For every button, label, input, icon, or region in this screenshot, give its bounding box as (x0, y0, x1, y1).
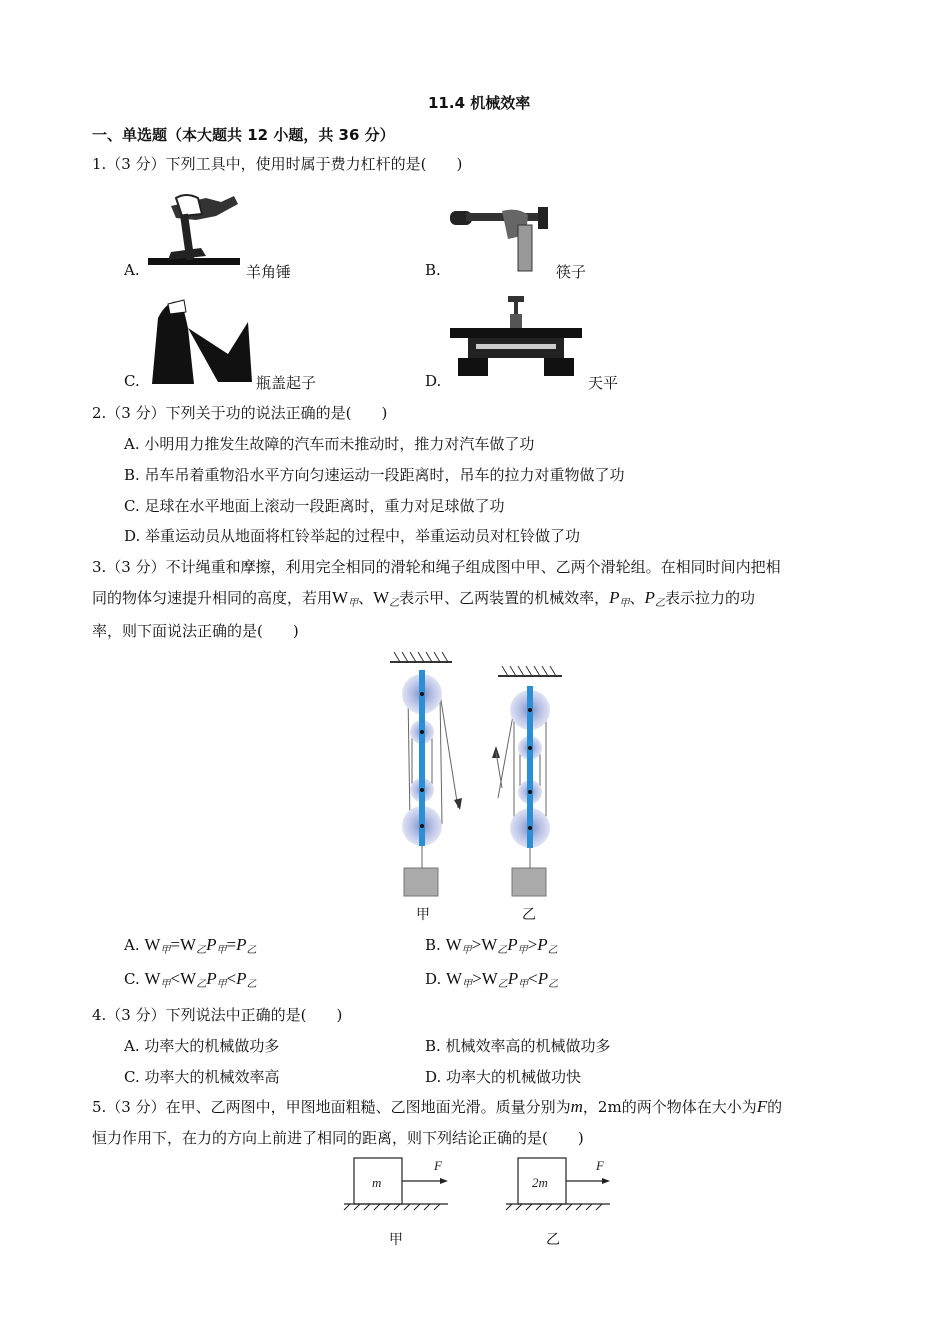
q5-figure-label-yi: 乙 (546, 1232, 560, 1248)
force-label-yi: F (596, 1158, 604, 1173)
block-figure-yi (502, 1152, 614, 1212)
q1-option-a-text: 羊角锤 (246, 263, 292, 281)
q5-stem-line2: 恒力作用下，在力的方向上前进了相同的距离，则下列结论正确的是( ) (92, 1129, 584, 1147)
q1-option-d-letter[interactable]: D. (425, 372, 442, 390)
q5-figure-label-jia: 甲 (389, 1232, 403, 1248)
q3-option-d[interactable]: D. $W_甲>W_乙P_甲<P_乙$ (425, 969, 559, 990)
q4-option-a[interactable]: A. 功率大的机械做功多 (124, 1037, 280, 1055)
q1-option-c-text: 瓶盖起子 (256, 374, 317, 392)
force-label-jia: F (434, 1158, 442, 1173)
q3-option-b[interactable]: B. $W_甲>W_乙P_甲>P_乙$ (425, 935, 558, 956)
q5-stem-line1: 5.（3 分）在甲、乙两图中，甲图地面粗糙、乙图地面光滑。质量分别为m，2m的两个物体在大小为F的 (92, 1097, 783, 1116)
q3-stem-line3: 率，则下面说法正确的是( ) (92, 622, 299, 640)
q3-figure-label-yi: 乙 (522, 907, 536, 923)
q3-figure-label-jia: 甲 (416, 907, 430, 923)
q3-stem-line2: 同的物体匀速提升相同的高度，若用$W_甲$、$W_乙$表示甲、乙两装置的机械效率，$P_甲$、$P_乙$表示拉力的功 (92, 588, 755, 609)
bottle-opener-image (148, 298, 254, 384)
section-heading: 一、单选题（本大题共 12 小题，共 36 分） (92, 126, 395, 144)
q4-option-b[interactable]: B. 机械效率高的机械做功多 (425, 1037, 611, 1055)
block-mass-m: m (372, 1175, 382, 1190)
q4-option-c[interactable]: C. 功率大的机械效率高 (124, 1068, 280, 1086)
q1-option-b-text: 筷子 (556, 263, 587, 281)
q2-option-b[interactable]: B. 吊车吊着重物沿水平方向匀速运动一段距离时，吊车的拉力对重物做了功 (124, 466, 625, 484)
q1-option-c-letter[interactable]: C. (124, 372, 140, 390)
q4-stem: 4.（3 分）下列说法中正确的是( ) (92, 1006, 343, 1024)
page-title: 11.4 机械效率 (428, 94, 531, 112)
q2-option-d[interactable]: D. 举重运动员从地面将杠铃举起的过程中，举重运动员对杠铃做了功 (124, 527, 581, 545)
q2-option-a[interactable]: A. 小明用力推发生故障的汽车而未推动时，推力对汽车做了功 (124, 435, 535, 453)
pulley-system-jia (390, 652, 462, 896)
pulley-systems-figure (380, 648, 580, 902)
q3-option-a[interactable]: A. $W_甲=W_乙P_甲=P_乙$ (124, 935, 257, 956)
q3-stem-line1: 3.（3 分）不计绳重和摩擦，利用完全相同的滑轮和绳子组成图中甲、乙两个滑轮组。在相同时间内把相 (92, 558, 781, 576)
q2-option-c[interactable]: C. 足球在水平地面上滚动一段距离时，重力对足球做了功 (124, 497, 505, 515)
q2-stem: 2.（3 分）下列关于功的说法正确的是( ) (92, 404, 388, 422)
chopsticks-image (446, 205, 554, 275)
q1-stem: 1.（3 分）下列工具中，使用时属于费力杠杆的是( ) (92, 155, 463, 173)
block-mass-2m: 2m (532, 1175, 548, 1190)
q4-option-d[interactable]: D. 功率大的机械做功快 (425, 1068, 582, 1086)
q1-option-a-letter[interactable]: A. (124, 261, 140, 279)
q3-option-c[interactable]: C. $W_甲<W_乙P_甲<P_乙$ (124, 969, 257, 990)
claw-hammer-image (146, 186, 246, 274)
block-figure-jia (340, 1152, 452, 1212)
q1-option-b-letter[interactable]: B. (425, 261, 441, 279)
q1-option-d-text: 天平 (588, 374, 619, 392)
pulley-system-yi (492, 666, 562, 896)
balance-scale-image (448, 294, 584, 382)
